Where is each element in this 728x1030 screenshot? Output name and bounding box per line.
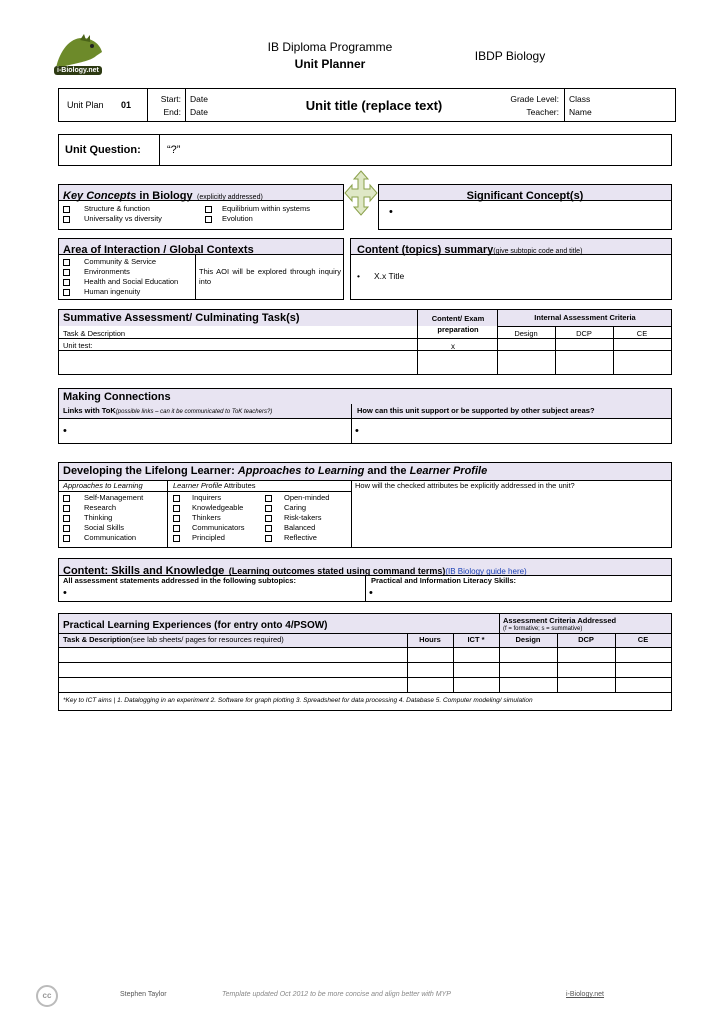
ac-col-dcp: DCP — [578, 635, 594, 644]
grade-label: Grade Level: — [510, 94, 559, 104]
end-label: End: — [163, 107, 181, 117]
aoi-item[interactable]: Environments — [63, 267, 178, 277]
lp-item[interactable]: Principled — [173, 533, 245, 543]
ia-col-design: Design — [514, 329, 538, 338]
atl-item[interactable]: Self-Management — [63, 493, 143, 503]
ia-criteria-title: Internal Assessment Criteria — [534, 313, 636, 322]
start-label: Start: — [160, 94, 181, 104]
logo — [52, 30, 108, 80]
practical-task-label: Task & Description(see lab sheets/ pages for resources required) — [63, 635, 284, 644]
connections-box — [58, 388, 672, 444]
doc-title: Unit Planner — [294, 57, 366, 71]
ia-col-ce: CE — [636, 329, 648, 338]
practical-skills-label: Practical and Information Literacy Skills: — [371, 576, 517, 585]
significant-concept-bullet[interactable]: • — [389, 206, 393, 218]
atl-item[interactable]: Thinking — [63, 513, 143, 523]
summative-title: Summative Assessment/ Culminating Task(s) — [63, 312, 300, 324]
aoi-item[interactable]: Human ingenuity — [63, 287, 178, 297]
lp-item[interactable]: Reflective — [265, 533, 329, 543]
end-date[interactable]: Date — [190, 107, 208, 117]
footer-template-note: Template updated Oct 2012 to be more concise and align better with MYP — [222, 991, 451, 998]
lp-label: Learner Profile Attributes — [173, 481, 256, 490]
assessment-bullet[interactable]: • — [63, 587, 67, 599]
tok-label: Links with ToK — [63, 406, 116, 415]
lp-item[interactable]: Knowledgeable — [173, 503, 245, 513]
significant-concepts-title: Significant Concept(s) — [466, 190, 584, 202]
unit-number: 01 — [121, 100, 132, 110]
tok-note: (possible links – can it be communicated to ToK teachers?) — [115, 409, 273, 415]
support-question: How can this unit support or be supported by other subject areas? — [357, 406, 595, 415]
key-concept-item[interactable]: Evolution — [205, 214, 310, 224]
practical-title: Practical Learning Experiences (for entry onto 4/PSOW) — [63, 620, 328, 631]
hours-header: Hours — [419, 635, 441, 644]
lp-item[interactable]: Inquirers — [173, 493, 245, 503]
practical-bullet[interactable]: • — [369, 587, 373, 599]
ac-col-design: Design — [515, 635, 541, 644]
teacher-label: Teacher: — [526, 107, 559, 117]
content-summary-title: Content (topics) summary — [357, 244, 494, 256]
skills-title: Content: Skills and Knowledge (Learning outcomes stated using command terms)(IB Biology guide here) — [63, 565, 527, 577]
summative-box — [58, 309, 672, 375]
atl-label: Approaches to Learning — [63, 481, 143, 490]
unit-question-label: Unit Question: — [65, 144, 141, 156]
unit-plan-label: Unit Plan — [67, 100, 104, 110]
lp-item[interactable]: Open-minded — [265, 493, 329, 503]
content-exam-label: Content/ Exam preparation — [431, 314, 485, 334]
aoi-box — [58, 238, 344, 300]
lp-item[interactable]: Risk-takers — [265, 513, 329, 523]
unit-test-label[interactable]: Unit test: — [63, 341, 93, 350]
practical-box — [58, 613, 672, 711]
aoi-item[interactable]: Health and Social Education — [63, 277, 178, 287]
content-summary-box — [350, 238, 672, 300]
footer-author: Stephen Taylor — [120, 991, 167, 998]
ict-footnote: *Key to ICT aims | 1. Datalogging in an experiment 2. Software for graph plotting 3. Spreadsheet for data processing 4. Database 5. Computer modeling/ simulation — [63, 697, 533, 704]
lifelong-title: Developing the Lifelong Learner: Approaches to Learning and the Learner Profile — [63, 465, 488, 477]
task-description-label: Task & Description — [63, 329, 126, 338]
aoi-title: Area of Interaction / Global Contexts — [63, 244, 254, 256]
logo-text: i-Biology.net — [54, 66, 102, 75]
ac-note: (f = formative; s = summative) — [503, 626, 583, 632]
ia-col-dcp: DCP — [576, 329, 592, 338]
lp-item[interactable]: Balanced — [265, 523, 329, 533]
program-name: IB Diploma Programme — [267, 40, 393, 54]
assessment-statements-label: All assessment statements addressed in the following subtopics: — [63, 576, 296, 585]
ict-header: ICT * — [467, 635, 485, 644]
creative-commons-icon: cc — [36, 985, 58, 1007]
ac-title: Assessment Criteria Addressed — [503, 616, 617, 625]
atl-item[interactable]: Social Skills — [63, 523, 143, 533]
course-name: IBDP Biology — [474, 49, 546, 63]
footer-site-link[interactable]: i-Biology.net — [566, 991, 605, 998]
content-summary-item[interactable]: • X.x Title — [357, 271, 405, 281]
lifelong-question: How will the checked attributes be explicitly addressed in the unit? — [355, 481, 575, 490]
content-summary-note: (give subtopic code and title) — [493, 248, 583, 255]
unit-row — [58, 88, 676, 122]
ac-col-ce: CE — [637, 635, 649, 644]
teacher-value[interactable]: Name — [569, 107, 592, 117]
content-exam-mark[interactable]: x — [451, 342, 455, 351]
lp-item[interactable]: Thinkers — [173, 513, 245, 523]
key-concepts-title: Key Concepts — [63, 190, 137, 202]
key-concepts-note: (explicitly addressed) — [197, 194, 263, 201]
unit-title[interactable]: Unit title (replace text) — [305, 98, 443, 113]
lp-item[interactable]: Caring — [265, 503, 329, 513]
connections-title: Making Connections — [63, 391, 171, 403]
significant-concepts-box — [378, 184, 672, 230]
tok-bullet[interactable]: • — [63, 425, 67, 437]
unit-question-box — [58, 134, 672, 166]
skills-box — [58, 558, 672, 602]
aoi-item[interactable]: Community & Service — [63, 257, 178, 267]
key-concepts-title-rest: in Biology — [136, 190, 193, 202]
ib-guide-link[interactable]: (IB Biology guide here) — [445, 567, 527, 576]
unit-question-value[interactable]: “?” — [167, 144, 181, 156]
lp-item[interactable]: Communicators — [173, 523, 245, 533]
key-concept-item[interactable]: Equilibrium within systems — [205, 204, 310, 214]
key-concept-item[interactable]: Universality vs diversity — [63, 214, 162, 224]
atl-item[interactable]: Research — [63, 503, 143, 513]
key-concepts-box — [58, 184, 344, 230]
key-concept-item[interactable]: Structure & function — [63, 204, 162, 214]
support-bullet[interactable]: • — [355, 425, 359, 437]
four-way-arrow-icon — [344, 170, 378, 216]
atl-item[interactable]: Communication — [63, 533, 143, 543]
aoi-note: This AOI will be explored through inquiry into — [199, 267, 341, 286]
grade-value[interactable]: Class — [569, 94, 591, 104]
lifelong-learner-box — [58, 462, 672, 548]
start-date[interactable]: Date — [190, 94, 208, 104]
